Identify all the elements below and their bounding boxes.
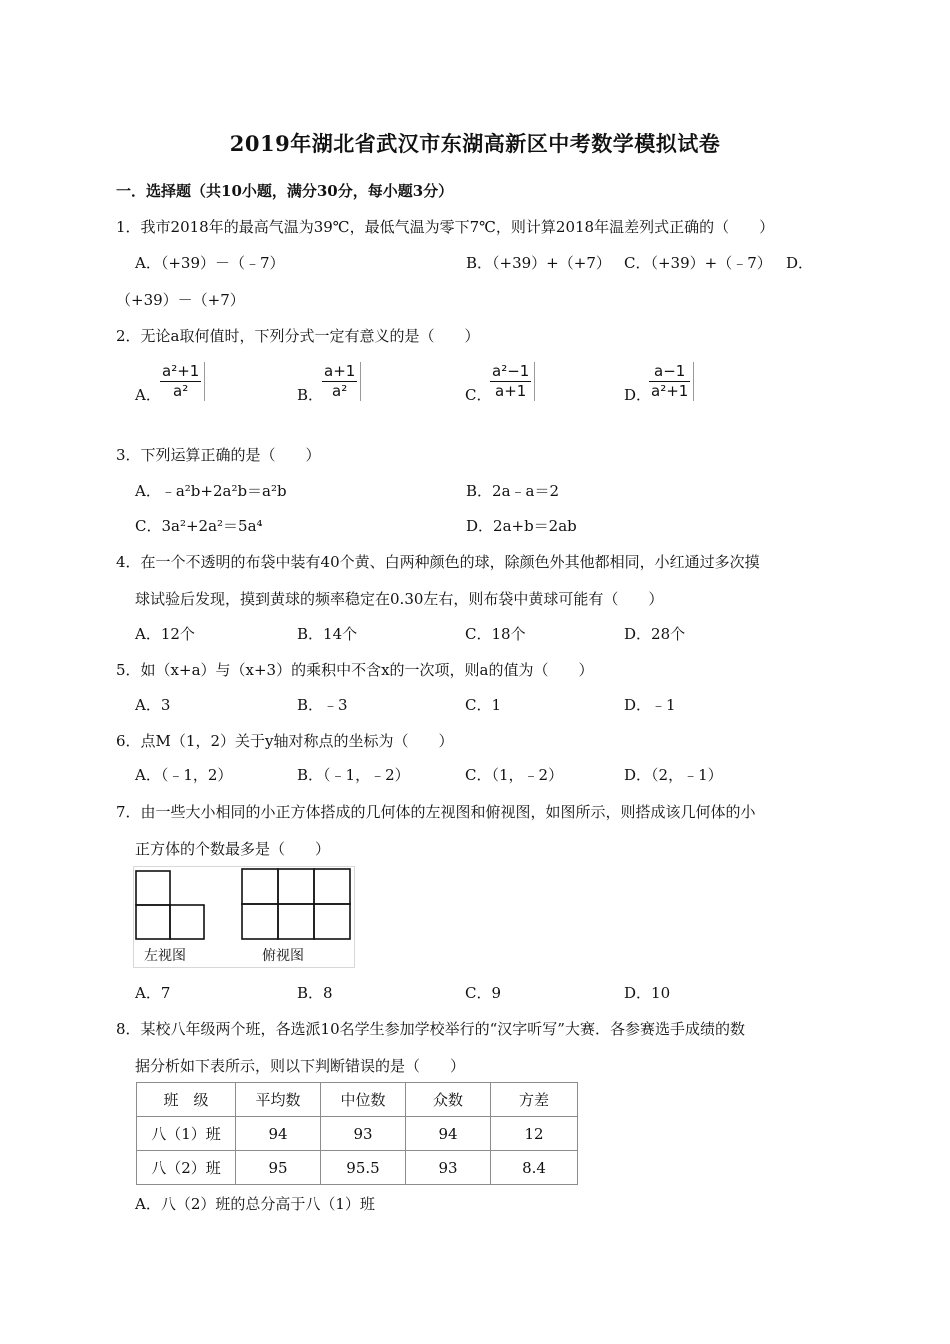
q2-option-a-fraction bbox=[160, 362, 205, 401]
question-8-stem-line2: 据分析如下表所示，则以下判断错误的是（ ） bbox=[135, 1057, 466, 1075]
table-row bbox=[137, 1117, 578, 1151]
table-cell: 95.5 bbox=[321, 1151, 406, 1185]
q4-option-d: D．28个 bbox=[624, 625, 686, 643]
page-title: 2019年湖北省武汉市东湖高新区中考数学模拟试卷 bbox=[229, 131, 721, 156]
q7-option-b: B．8 bbox=[297, 984, 333, 1002]
left-view-grid bbox=[136, 871, 204, 939]
q1-option-d: （+39）－（+7） bbox=[116, 291, 245, 309]
question-5-stem: 5．如（x+a）与（x+3）的乘积中不含x的一次项，则a的值为（ ） bbox=[116, 661, 594, 679]
q5-option-b: B．﹣3 bbox=[297, 696, 348, 714]
question-7-stem-line1: 7．由一些大小相同的小正方体搭成的几何体的左视图和俯视图，如图所示，则搭成该几何体的小 bbox=[116, 803, 756, 821]
table-cell: 94 bbox=[236, 1117, 321, 1151]
section-heading: 一．选择题（共10小题，满分30分，每小题3分） bbox=[116, 182, 454, 200]
question-3-stem: 3．下列运算正确的是（ ） bbox=[116, 446, 321, 464]
table-cell: 8.4 bbox=[491, 1151, 578, 1185]
question-8-stem-line1: 8．某校八年级两个班，各选派10名学生参加学校举行的“汉字听写”大赛．各参赛选手成绩的数 bbox=[116, 1020, 745, 1038]
table-cell: 八（2）班 bbox=[137, 1151, 236, 1185]
q1-option-d-label: D． bbox=[786, 254, 814, 272]
q7-option-a: A．7 bbox=[135, 984, 171, 1002]
fraction-denominator: a²+1 bbox=[651, 382, 689, 400]
header-cell: 中位数 bbox=[321, 1083, 406, 1117]
left-view-label: 左视图 bbox=[144, 948, 186, 964]
q3-option-d: D．2a+b＝2ab bbox=[466, 517, 577, 535]
fraction-denominator: a² bbox=[332, 382, 348, 400]
table-cell: 93 bbox=[321, 1117, 406, 1151]
table-cell: 93 bbox=[406, 1151, 491, 1185]
table-cell: 八（1）班 bbox=[137, 1117, 236, 1151]
q2-option-c-fraction bbox=[490, 362, 535, 401]
table-header-row bbox=[137, 1083, 578, 1117]
q4-option-a: A．12个 bbox=[135, 625, 195, 643]
q7-views-figure bbox=[133, 866, 355, 968]
question-7-stem-line2: 正方体的个数最多是（ ） bbox=[135, 840, 331, 858]
table-cell: 12 bbox=[491, 1117, 578, 1151]
top-view-grid bbox=[242, 869, 350, 939]
q6-option-a: A．（﹣1，2） bbox=[135, 766, 233, 784]
q7-option-c: C．9 bbox=[465, 984, 502, 1002]
q6-option-d: D．（2，﹣1） bbox=[624, 766, 723, 784]
question-2-stem: 2．无论a取何值时，下列分式一定有意义的是（ ） bbox=[116, 327, 480, 345]
q5-option-c: C．1 bbox=[465, 696, 502, 714]
q2-option-b-fraction bbox=[322, 362, 361, 401]
q5-option-d: D．﹣1 bbox=[624, 696, 676, 714]
fraction-numerator: a²−1 bbox=[492, 362, 530, 380]
q4-option-b: B．14个 bbox=[297, 625, 358, 643]
header-cell: 平均数 bbox=[236, 1083, 321, 1117]
header-cell: 方差 bbox=[491, 1083, 578, 1117]
fraction-numerator: a−1 bbox=[649, 362, 690, 382]
top-view-label: 俯视图 bbox=[262, 948, 304, 964]
q6-option-c: C．（1，﹣2） bbox=[465, 766, 564, 784]
q2-option-a-label: A． bbox=[135, 386, 161, 404]
q1-option-a: A．（+39）－（﹣7） bbox=[135, 254, 285, 272]
q3-option-b: B．2a﹣a＝2 bbox=[466, 482, 559, 500]
question-6-stem: 6．点M（1，2）关于y轴对称点的坐标为（ ） bbox=[116, 732, 454, 750]
table-cell: 94 bbox=[406, 1117, 491, 1151]
table-cell: 95 bbox=[236, 1151, 321, 1185]
question-4-stem-line2: 球试验后发现，摸到黄球的频率稳定在0.30左右，则布袋中黄球可能有（ ） bbox=[135, 590, 664, 608]
q8-stats-table bbox=[136, 1082, 578, 1185]
q4-option-c: C．18个 bbox=[465, 625, 526, 643]
q1-option-c: C．（+39）+（﹣7） bbox=[624, 254, 772, 272]
fraction-numerator: a+1 bbox=[324, 362, 356, 380]
fraction-denominator: a² bbox=[173, 382, 189, 400]
q5-option-a: A．3 bbox=[135, 696, 171, 714]
header-cell: 众数 bbox=[406, 1083, 491, 1117]
question-4-stem-line1: 4．在一个不透明的布袋中装有40个黄、白两种颜色的球，除颜色外其他都相同，小红通过多次摸 bbox=[116, 553, 760, 571]
table-row bbox=[137, 1151, 578, 1185]
q2-option-b-label: B． bbox=[297, 386, 324, 404]
question-1-stem: 1．我市2018年的最高气温为39℃，最低气温为零下7℃，则计算2018年温差列式正确的（ ） bbox=[116, 218, 775, 236]
q3-option-c: C．3a²+2a²＝5a⁴ bbox=[135, 517, 263, 535]
q6-option-b: B．（﹣1，﹣2） bbox=[297, 766, 410, 784]
q2-option-d-fraction bbox=[649, 362, 694, 401]
header-cell: 班 级 bbox=[137, 1083, 236, 1117]
q8-option-a: A．八（2）班的总分高于八（1）班 bbox=[135, 1195, 375, 1213]
fraction-denominator: a+1 bbox=[495, 382, 527, 400]
q3-option-a: A．﹣a²b+2a²b＝a²b bbox=[135, 482, 287, 500]
fraction-numerator: a²+1 bbox=[162, 362, 200, 380]
q7-option-d: D．10 bbox=[624, 984, 671, 1002]
q2-option-d-label: D． bbox=[624, 386, 652, 404]
q1-option-b: B．（+39）+（+7） bbox=[466, 254, 611, 272]
q2-option-c-label: C． bbox=[465, 386, 492, 404]
